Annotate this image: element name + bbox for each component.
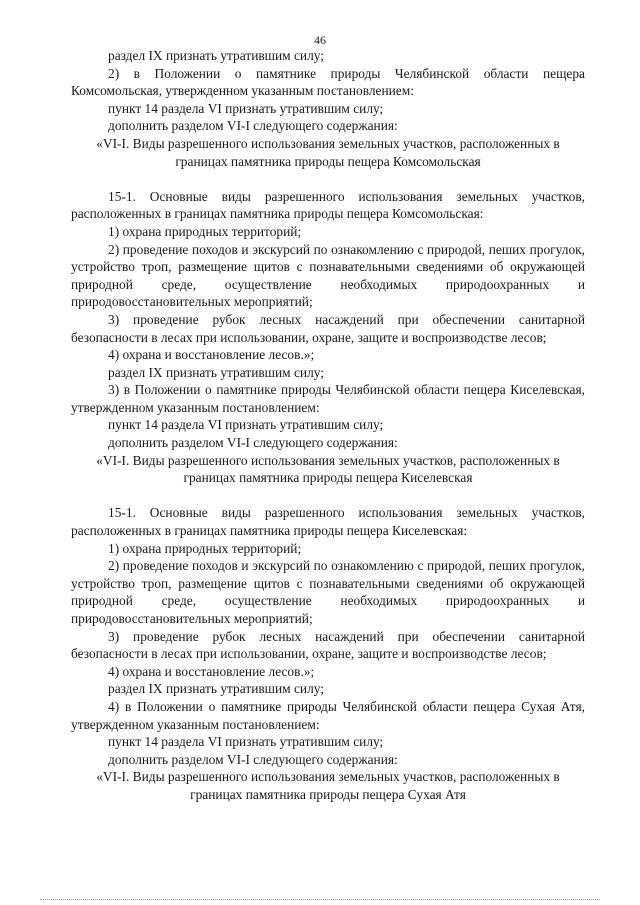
page-bottom-rule	[40, 899, 600, 900]
paragraph: 4) охрана и восстановление лесов.»;	[108, 347, 315, 363]
paragraph: 2) проведение походов и экскурсий по ознакомлению с природой, пеших прогулок, устройство троп, размещение щитов с познавательными сведениями об окружающей природной среде, осуществление необходимых природоохранных и природовосстановительных мероприятий;	[71, 558, 585, 626]
paragraph: 2) проведение походов и экскурсий по ознакомлению с природой, пеших прогулок, устройство троп, размещение щитов с познавательными сведениями об окружающей природной среде, осуществление необходимых природоохранных и природовосстановительных мероприятий;	[71, 241, 585, 310]
section-heading: «VI-I. Виды разрешенного использования земельных участков, расположенных в границах памятника природы пещера Комсомольская	[96, 135, 560, 169]
paragraph: 15-1. Основные виды разрешенного использования земельных участков, расположенных в границах памятника природы пещера Киселевская:	[71, 505, 585, 539]
paragraph: 15-1. Основные виды разрешенного использования земельных участков, расположенных в границах памятника природы пещера Комсомольская:	[71, 188, 585, 222]
paragraph: пункт 14 раздела VI признать утратившим силу;	[108, 417, 384, 433]
paragraph: 3) проведение рубок лесных насаждений при обеспечении санитарной безопасности в лесах при использовании, охране, защите и воспроизводстве лесов;	[71, 628, 585, 662]
document-body	[71, 47, 585, 804]
paragraph: пункт 14 раздела VI признать утратившим силу;	[108, 100, 384, 116]
paragraph: дополнить разделом VI-I следующего содержания:	[108, 435, 398, 451]
paragraph: раздел IX признать утратившим силу;	[108, 364, 325, 380]
paragraph: 3) в Положении о памятнике природы Челябинской области пещера Киселевская, утвержденном указанным постановлением:	[71, 382, 585, 415]
paragraph: 1) охрана природных территорий;	[108, 540, 302, 556]
paragraph: 2) в Положении о памятнике природы Челябинской области пещера Комсомольская, утвержденном указанным постановлением:	[71, 65, 585, 99]
paragraph: 4) охрана и восстановление лесов.»;	[108, 663, 315, 679]
paragraph: дополнить разделом VI-I следующего содержания:	[108, 751, 398, 767]
paragraph: 3) проведение рубок лесных насаждений при обеспечении санитарной безопасности в лесах при использовании, охране, защите и воспроизводстве лесов;	[71, 311, 585, 345]
paragraph: 4) в Положении о памятнике природы Челябинской области пещера Сухая Атя, утвержденном указанным постановлением:	[71, 698, 585, 732]
paragraph: 1) охрана природных территорий;	[108, 223, 302, 239]
section-heading: «VI-I. Виды разрешенного использования земельных участков, расположенных в границах памятника природы пещера Киселевская	[96, 452, 560, 486]
paragraph: раздел IX признать утратившим силу;	[108, 48, 325, 63]
paragraph: раздел IX признать утратившим силу;	[108, 681, 325, 697]
paragraph: пункт 14 раздела VI признать утратившим силу;	[108, 734, 384, 750]
section-heading: «VI-I. Виды разрешенного использования земельных участков, расположенных в границах памятника природы пещера Сухая Атя	[96, 769, 560, 802]
page-number: 46	[314, 33, 326, 47]
paragraph: дополнить разделом VI-I следующего содержания:	[108, 118, 398, 134]
